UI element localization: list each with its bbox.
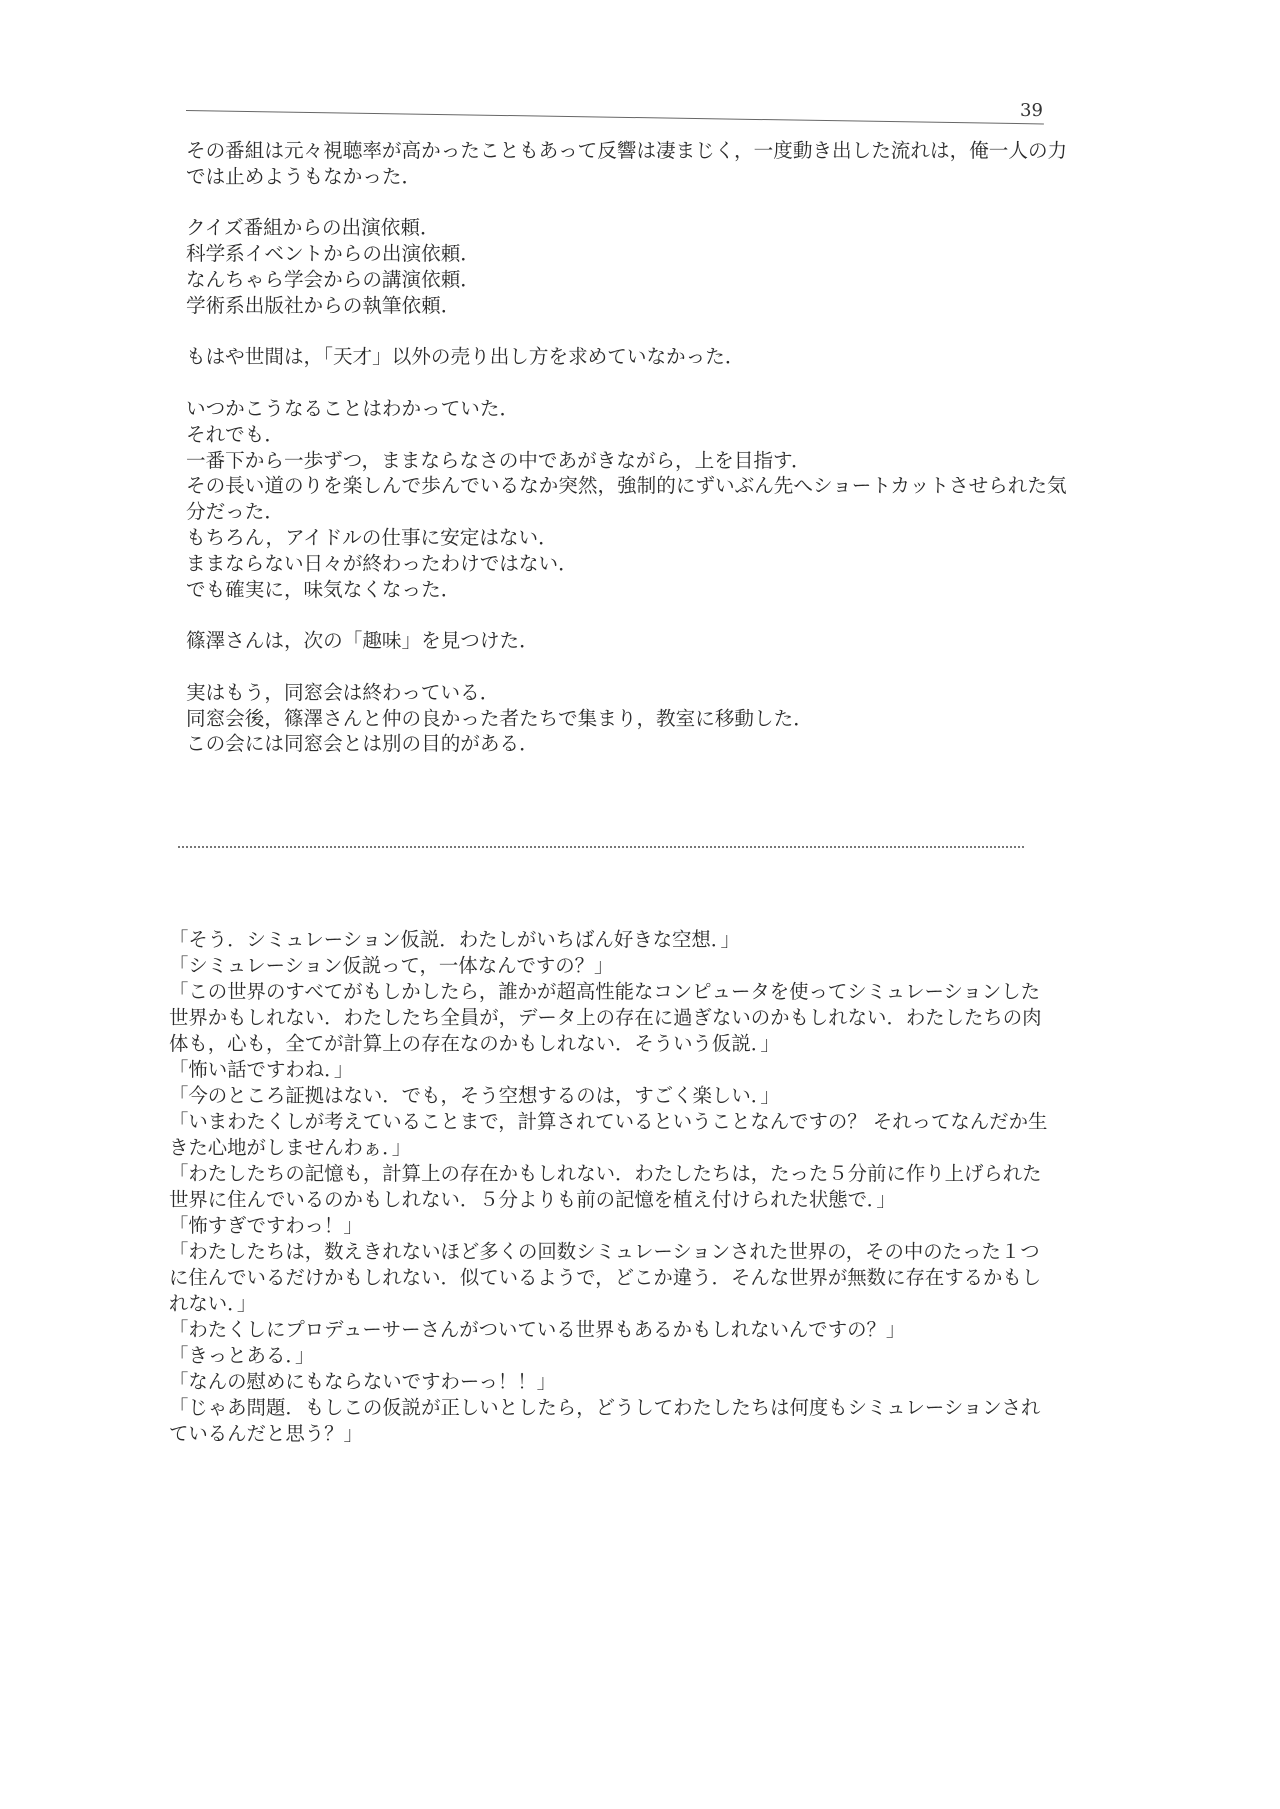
text-line: この会には同窓会とは別の目的がある． <box>186 732 539 756</box>
text-line: ままならない日々が終わったわけではない． <box>186 551 578 575</box>
text-line: れない．」 <box>169 1292 257 1315</box>
text-line: 「きっとある．」 <box>169 1344 315 1367</box>
text-line: 科学系イベントからの出演依頼． <box>186 242 480 266</box>
blank-line <box>186 190 1067 216</box>
blank-line <box>186 654 1067 680</box>
text-line: 学術系出版社からの執筆依頼． <box>186 293 461 317</box>
text-line: もちろん，アイドルの仕事に安定はない． <box>186 525 558 549</box>
text-line: 「わたくしにプロデューサーさんがついている世界もあるかもしれないんですの？」 <box>169 1318 906 1341</box>
text-line: 「なんの慰めにもならないですわーっ！！」 <box>169 1370 557 1393</box>
text-line: 「怖すぎですわっ！」 <box>169 1214 363 1237</box>
text-line: 「いまわたくしが考えていることまで，計算されているということなんですの？ それってなんだか生 <box>169 1110 1048 1133</box>
section-divider-dotted <box>178 846 1024 848</box>
header-rule <box>186 110 1044 124</box>
text-line: 「この世界のすべてがもしかしたら，誰かが超高性能なコンピュータを使ってシミュレーションした <box>169 980 1041 1003</box>
text-line: 世界かもしれない．わたしたち全員が，データ上の存在に過ぎないのかもしれない．わたしたちの肉 <box>169 1006 1042 1029</box>
text-line: いつかこうなることはわかっていた． <box>186 396 520 420</box>
text-line: 分だった． <box>186 500 284 524</box>
text-line: 「シミュレーション仮説って，一体なんですの？」 <box>169 954 614 977</box>
blank-line <box>186 319 1067 345</box>
text-line: クイズ番組からの出演依頼． <box>186 216 440 240</box>
narrative-section <box>186 138 1067 757</box>
text-line: 一番下から一歩ずつ，ままならなさの中であがきながら，上を目指す． <box>186 448 811 472</box>
text-line: 「今のところ証拠はない．でも，そう空想するのは，すごく楽しい．」 <box>169 1084 780 1107</box>
text-line: 篠澤さんは，次の「趣味」を見つけた． <box>186 629 539 653</box>
text-line: 世界に住んでいるのかもしれない．５分よりも前の記憶を植え付けられた状態で．」 <box>169 1188 896 1211</box>
text-line: それでも． <box>186 422 284 446</box>
text-line: 「そう．シミュレーション仮説．わたしがいちばん好きな空想．」 <box>169 928 740 951</box>
text-line: 実はもう，同窓会は終わっている． <box>186 680 500 704</box>
blank-line <box>186 370 1067 396</box>
text-line: ているんだと思う？」 <box>169 1422 363 1445</box>
text-line: きた心地がしませんわぁ．」 <box>169 1136 412 1159</box>
text-line: では止めようもなかった． <box>186 164 422 188</box>
text-line: 「わたしたちは，数えきれないほど多くの回数シミュレーションされた世界の，その中のたった１つ <box>169 1240 1040 1263</box>
dialogue-section <box>169 927 1047 1447</box>
text-line: 「じゃあ問題．もしこの仮説が正しいとしたら，どうしてわたしたちは何度もシミュレーションされ <box>169 1396 1041 1419</box>
page-number: 39 <box>1020 100 1043 121</box>
blank-line <box>186 602 1067 628</box>
text-line: なんちゃら学会からの講演依頼． <box>186 267 480 291</box>
text-line: もはや世間は，「天才」以外の売り出し方を求めていなかった． <box>186 345 745 369</box>
text-line: 同窓会後，篠澤さんと仲の良かった者たちで集まり，教室に移動した． <box>186 706 813 730</box>
text-line: 「わたしたちの記憶も，計算上の存在かもしれない．わたしたちは，たった５分前に作り上げられた <box>169 1162 1042 1185</box>
text-line: に住んでいるだけかもしれない．似ているようで，どこか違う．そんな世界が無数に存在するかもし <box>169 1266 1042 1289</box>
text-line: その長い道のりを楽しんで歩んでいるなか突然，強制的にずいぶん先へショートカットさせられた気 <box>186 474 1067 498</box>
text-line: 「怖い話ですわね．」 <box>169 1058 354 1081</box>
text-line: でも確実に，味気なくなった． <box>186 577 461 601</box>
text-line: 体も，心も，全てが計算上の存在なのかもしれない．そういう仮説．」 <box>169 1032 780 1055</box>
text-line: その番組は元々視聴率が高かったこともあって反響は凄まじく，一度動き出した流れは，俺一人の力 <box>186 139 1068 162</box>
